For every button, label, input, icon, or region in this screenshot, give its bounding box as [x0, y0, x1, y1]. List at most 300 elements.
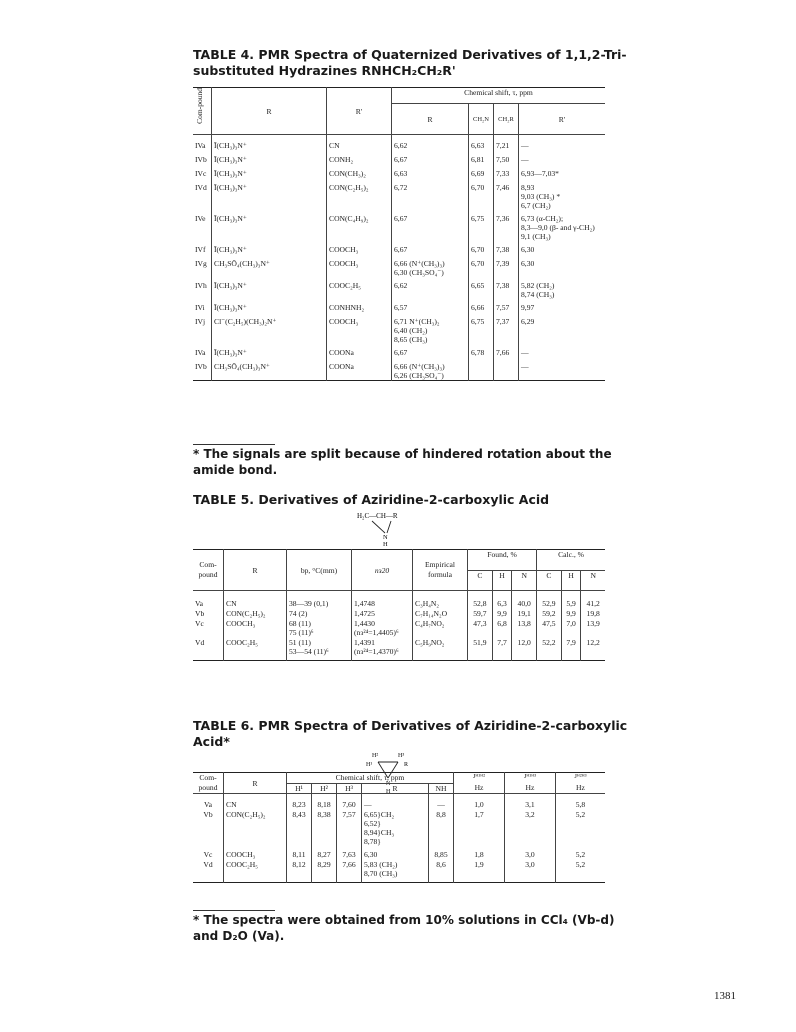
- page-number: 1381: [714, 990, 736, 1002]
- t4-cell-rp: COOC₂H₅: [327, 277, 392, 299]
- t4-cell-compound: IVf: [195, 245, 206, 254]
- t4-cell-rp: CON(CH₃)₂: [327, 165, 392, 179]
- t4-cell-ch2r: 7,50: [494, 151, 519, 165]
- t4-cell-shift-rp-line: 8,74 (CH₃): [521, 290, 555, 299]
- t4-cell-rp: COOCH₃: [327, 241, 392, 255]
- t4-cell-ch2r: 7,37: [494, 313, 519, 344]
- t4-col-compound: [193, 88, 212, 135]
- t5-cell-nd: [352, 608, 413, 618]
- table6-footnote-line2: and D₂O (Va).: [193, 929, 285, 943]
- t4-cell-shift-r: [392, 165, 469, 179]
- table6-caption-line1: TABLE 6. PMR Spectra of Derivatives of Aziridine-2-carboxylic: [193, 718, 628, 733]
- t6-cell-shift-r-line: 6,52}: [364, 819, 381, 828]
- t5-col-compound: Com-pound: [193, 550, 224, 591]
- t4-cell-shift-rp: [519, 179, 606, 210]
- t4-cell-ch2n: 6,75: [469, 210, 494, 241]
- t6-cell-shift-r: [362, 859, 429, 883]
- t4-cell-ch2n: 6,65: [469, 277, 494, 299]
- t4-cell-shift-r: [392, 151, 469, 165]
- t5-cell-fn: 13,8: [512, 618, 537, 637]
- t5-col-r: R: [224, 550, 287, 591]
- table6-caption-line2: Acid*: [193, 734, 230, 749]
- t4-cell-ch2r: 7,57: [494, 299, 519, 313]
- t4-cell-shift-rp-line: 8,93: [521, 183, 535, 192]
- t6-cell-h1: 8,11: [287, 846, 312, 859]
- t5-cell-ch: 9,9: [561, 608, 581, 618]
- t4-cell-shift-r: [392, 277, 469, 299]
- t4-body: [193, 135, 605, 381]
- t5-cell-fc: 59,7: [468, 608, 493, 618]
- t5-cell-compound: Va: [195, 599, 204, 608]
- t4-cell-shift-r-line: 6,66 (N⁺(CH₃)₃): [394, 259, 445, 268]
- t4-cell-rp: CN: [327, 135, 392, 152]
- t6-body: [193, 794, 605, 883]
- t4-cell-ch2n: 6,81: [469, 151, 494, 165]
- t6-cell-j13: 3,0: [504, 859, 555, 883]
- t6-cell-shift-r: [362, 846, 429, 859]
- t6-cell-compound: Vb: [203, 810, 213, 819]
- table-row: [193, 165, 605, 179]
- t4-cell-shift-rp: [519, 210, 606, 241]
- t5-cell-bp-line: 68 (11): [289, 619, 311, 628]
- t5-cell-nd-line: 1,4748: [354, 599, 375, 608]
- t5-struct-h: H: [383, 541, 388, 548]
- t6-struct-h2: H²: [372, 753, 379, 759]
- t4-cell-shift-rp-line: —: [521, 362, 529, 371]
- t5-cell-ch: 7,9: [561, 637, 581, 661]
- t4-cell-shift-rp-line: 5,82 (CH₂): [521, 281, 555, 290]
- t6-sub-h1: H¹: [287, 783, 312, 794]
- table-row: [193, 344, 605, 358]
- t6-cell-h1: 8,23: [287, 794, 312, 810]
- t4-cell-ch2n: 6,75: [469, 313, 494, 344]
- t4-col-r: R: [212, 88, 327, 135]
- t4-cell-shift-r: [392, 179, 469, 210]
- table4-caption-line1: TABLE 4. PMR Spectra of Quaternized Derivatives of 1,1,2-Tri-: [193, 47, 627, 62]
- t6-cell-h1: 8,12: [287, 859, 312, 883]
- t4-cell-compound: IVe: [195, 214, 206, 223]
- t4-cell-ch2n: 6,63: [469, 135, 494, 152]
- t4-cell-ch2r: 7,36: [494, 210, 519, 241]
- t5-cell-fn: 12,0: [512, 637, 537, 661]
- t4-cell-compound: IVg: [195, 259, 207, 268]
- t4-cell-shift-r-line: 6,67: [394, 245, 408, 254]
- t4-cell-shift-rp: [519, 313, 606, 344]
- t6-cell-j13: 3,1: [504, 794, 555, 810]
- t4-cell-ch2r: 7,46: [494, 179, 519, 210]
- table6-footnote-line1: * The spectra were obtained from 10% solutions in CCl₄ (Vb-d): [193, 913, 615, 927]
- t6-cell-j13: 3,0: [504, 846, 555, 859]
- t6-cell-j12: 1,7: [454, 809, 505, 846]
- t5-cell-fh: 7,7: [492, 637, 512, 661]
- table-row: [193, 210, 605, 241]
- table-row: [193, 313, 605, 344]
- t4-sub-ch2n: CH₂N: [469, 104, 494, 135]
- table-row: [193, 591, 605, 609]
- t5-calc-h: H: [561, 570, 581, 591]
- t4-cell-ch2n: 6,70: [469, 255, 494, 277]
- t4-col-chem-shift: Chemical shift, τ, ppm: [392, 88, 606, 104]
- t4-footnote-rule: [193, 444, 275, 445]
- t5-cell-r: COOCH₃: [224, 618, 287, 637]
- t4-cell-shift-r: [392, 358, 469, 381]
- t4-cell-ch2n: 6,70: [469, 179, 494, 210]
- t4-cell-r: Ī(CH₃)₃N⁺: [212, 179, 327, 210]
- t6-cell-h3: 7,66: [337, 859, 362, 883]
- t4-cell-shift-r-line: 6,62: [394, 141, 408, 150]
- t5-cell-fn: 40,0: [512, 591, 537, 609]
- t5-cell-fh: 6,8: [492, 618, 512, 637]
- t6-col-r: R: [224, 773, 287, 794]
- t6-cell-h3: 7,57: [337, 809, 362, 846]
- t6-hz-3: Hz: [555, 783, 605, 794]
- t6-footnote-rule: [193, 910, 275, 911]
- t5-cell-nd: [352, 591, 413, 609]
- t6-cell-compound: Vc: [203, 850, 213, 859]
- t4-cell-shift-r: [392, 210, 469, 241]
- table-row: [193, 846, 605, 859]
- t6-cell-j23: 5,2: [555, 859, 605, 883]
- t5-cell-bp: [287, 608, 352, 618]
- t6-cell-r: CN: [224, 794, 287, 810]
- t4-cell-shift-r-line: 6,62: [394, 281, 408, 290]
- t5-cell-cn: 41,2: [581, 591, 605, 609]
- t6-struct-h3: H³: [398, 753, 405, 759]
- t5-cell-r: COOC₂H₅: [224, 637, 287, 661]
- t5-cell-cn: 13,9: [581, 618, 605, 637]
- table4-caption-line2: substituted Hydrazines RNHCH₂CH₂R': [193, 63, 456, 78]
- t5-col-nd: nᴈ20: [352, 550, 413, 591]
- t6-cell-shift-r-line: 6,30: [364, 850, 378, 859]
- t4-cell-ch2n: 6,78: [469, 344, 494, 358]
- t5-cell-ch: 5,9: [561, 591, 581, 609]
- t5-cell-cc: 52,9: [537, 591, 562, 609]
- t6-cell-h3: 7,63: [337, 846, 362, 859]
- t4-cell-shift-rp-line: 8,3—9,0 (β- and γ-CH₂): [521, 223, 595, 232]
- t6-cell-r: COOCH₃: [224, 846, 287, 859]
- t4-cell-ch2r: 7,38: [494, 277, 519, 299]
- table5: [193, 549, 605, 661]
- t6-col-j23: Jᴴ²ᴴ³: [555, 773, 605, 784]
- t5-cell-cn: 19,8: [581, 608, 605, 618]
- table-row: [193, 299, 605, 313]
- t4-cell-compound: IVa: [195, 141, 206, 150]
- t5-cell-fn: 19,1: [512, 608, 537, 618]
- t4-cell-shift-r-line: 6,67: [394, 214, 408, 223]
- t5-found-h: H: [492, 570, 512, 591]
- t6-struct-h: H: [386, 789, 391, 795]
- t4-cell-r: Ī(CH₃)₃N⁺: [212, 299, 327, 313]
- t4-cell-rp: COONa: [327, 358, 392, 381]
- t4-cell-r: Cl⁻(C₂H₅)(CH₃)₂N⁺: [212, 313, 327, 344]
- t6-cell-j13: 3,2: [504, 809, 555, 846]
- t4-cell-ch2n: [469, 358, 494, 381]
- table-row: [193, 241, 605, 255]
- t6-cell-h1: 8,43: [287, 809, 312, 846]
- table-row: [193, 358, 605, 381]
- t6-cell-j23: 5,2: [555, 809, 605, 846]
- t4-cell-shift-rp: [519, 151, 606, 165]
- table-row: [193, 618, 605, 637]
- t6-struct-h1: H¹: [366, 762, 373, 768]
- t5-calc-c: C: [537, 570, 562, 591]
- table-row: [193, 859, 605, 883]
- t4-cell-shift-rp-line: 9,03 (CH₃) *: [521, 192, 561, 201]
- t4-cell-shift-r-line: 6,30 (CH₃SO₄⁻): [394, 268, 444, 277]
- t4-cell-r: Ī(CH₃)₃N⁺: [212, 277, 327, 299]
- t4-cell-shift-r-line: 6,67: [394, 155, 408, 164]
- t4-cell-compound: IVc: [195, 169, 207, 178]
- t5-cell-formula: C₄H₇NO₂: [413, 618, 468, 637]
- t5-cell-formula: C₃H₄N₂: [413, 591, 468, 609]
- t6-cell-shift-r-line: 5,83 (CH₂): [364, 860, 398, 869]
- t6-cell-r: CON(C₂H₅)₂: [224, 809, 287, 846]
- t4-cell-ch2n: 6,69: [469, 165, 494, 179]
- t5-struct-top: H₂C—CH—R: [357, 512, 398, 520]
- t6-struct-n: N: [386, 781, 391, 787]
- t6-cell-shift-r: [362, 809, 429, 846]
- t6-cell-j12: 1,9: [454, 859, 505, 883]
- t4-cell-shift-r-line: 6,40 (CH₂): [394, 326, 428, 335]
- t6-cell-shift-r-line: —: [364, 800, 372, 809]
- table6-caption: [193, 718, 627, 750]
- t5-cell-cc: 52,2: [537, 637, 562, 661]
- t4-cell-ch2r: [494, 358, 519, 381]
- t4-cell-shift-rp: [519, 344, 606, 358]
- t4-cell-shift-rp-line: —: [521, 155, 529, 164]
- t4-cell-shift-r-line: 6,67: [394, 348, 408, 357]
- t4-cell-shift-rp-line: 6,73 (α-CH₂);: [521, 214, 564, 223]
- t4-cell-compound: IVa: [195, 348, 206, 357]
- t6-cell-shift-r-line: 8,78}: [364, 837, 381, 846]
- t4-cell-shift-r-line: 6,63: [394, 169, 408, 178]
- t4-cell-compound: IVb: [195, 362, 207, 371]
- t5-cell-ch: 7,0: [561, 618, 581, 637]
- table-row: [193, 135, 605, 152]
- t6-col-compound: Com-pound: [193, 773, 224, 794]
- t6-sub-nh: NH: [429, 783, 454, 794]
- t6-sub-h2: H²: [312, 783, 337, 794]
- t4-cell-shift-r: [392, 313, 469, 344]
- t4-cell-ch2n: 6,70: [469, 241, 494, 255]
- t5-cell-cn: 12,2: [581, 637, 605, 661]
- t4-cell-shift-rp: [519, 358, 606, 381]
- t6-hz-2: Hz: [504, 783, 555, 794]
- t6-cell-shift-r-line: 6,65}CH₂: [364, 810, 395, 819]
- t4-cell-shift-rp-line: 6,30: [521, 259, 535, 268]
- t5-cell-bp: [287, 591, 352, 609]
- t4-cell-r: CH₃SŌ₄(CH₃)₃N⁺: [212, 358, 327, 381]
- t6-cell-j12: 1,8: [454, 846, 505, 859]
- t4-cell-shift-r: [392, 255, 469, 277]
- t4-cell-shift-rp: [519, 165, 606, 179]
- t4-cell-r: Ī(CH₃)₃N⁺: [212, 344, 327, 358]
- t6-cell-r: COOC₂H₅: [224, 859, 287, 883]
- t4-cell-rp: CON(C₄H₉)₂: [327, 210, 392, 241]
- t6-cell-j23: 5,8: [555, 794, 605, 810]
- t4-sub-ch2r: CH₂R: [494, 104, 519, 135]
- t5-cell-fh: 9,9: [492, 608, 512, 618]
- t4-cell-r: Ī(CH₃)₃N⁺: [212, 165, 327, 179]
- aziridine-structure-t5: [355, 508, 445, 548]
- t5-col-formula: Empirical formula: [413, 550, 468, 591]
- t5-cell-compound: Vb: [195, 609, 205, 618]
- t6-struct-r: R: [404, 762, 409, 768]
- t4-cell-rp: CONHNH₂: [327, 299, 392, 313]
- t4-cell-shift-rp-line: 6,7 (CH₂): [521, 201, 551, 210]
- t5-found-n: N: [512, 570, 537, 591]
- t5-cell-compound: Vd: [195, 638, 205, 647]
- t4-cell-shift-r: [392, 299, 469, 313]
- t5-cell-cc: 59,2: [537, 608, 562, 618]
- t6-cell-nh: 8,6: [429, 859, 454, 883]
- t4-cell-shift-r-line: 6,71 N⁺(CH₃)₂: [394, 317, 440, 326]
- t5-cell-bp-line: 74 (2): [289, 609, 308, 618]
- table4-caption: [193, 47, 627, 79]
- t4-cell-compound: IVj: [195, 317, 206, 326]
- t6-sub-h3: H³: [337, 783, 362, 794]
- t4-cell-r: Ī(CH₃)₃N⁺: [212, 151, 327, 165]
- t5-cell-nd-line: 1,4391: [354, 638, 375, 647]
- t4-cell-rp: COONa: [327, 344, 392, 358]
- t4-cell-ch2r: 7,66: [494, 344, 519, 358]
- t4-cell-rp: COOCH₃: [327, 313, 392, 344]
- t5-cell-bp-line: 75 (11)⁶: [289, 628, 314, 637]
- t4-cell-shift-r-line: 6,57: [394, 303, 408, 312]
- t4-cell-shift-r-line: 8,65 (CH₃): [394, 335, 428, 344]
- table5-caption: TABLE 5. Derivatives of Aziridine-2-carboxylic Acid: [193, 492, 550, 507]
- t6-cell-compound: Vd: [203, 860, 213, 869]
- t4-cell-ch2r: 7,21: [494, 135, 519, 152]
- t4-cell-r: CH₃SŌ₄(CH₃)₃N⁺: [212, 255, 327, 277]
- t4-cell-shift-rp-line: —: [521, 348, 529, 357]
- t4-cell-ch2n: 6,66: [469, 299, 494, 313]
- t4-cell-shift-rp-line: 6,29: [521, 317, 535, 326]
- t5-col-calc: Calc., %: [537, 550, 605, 571]
- t4-cell-shift-r: [392, 135, 469, 152]
- t6-col-j13: Jᴴ¹ᴴ³: [504, 773, 555, 784]
- t4-cell-compound: IVi: [195, 303, 205, 312]
- t5-cell-nd: [352, 618, 413, 637]
- t6-cell-nh: —: [429, 794, 454, 810]
- t4-cell-shift-rp: [519, 255, 606, 277]
- t6-cell-h3: 7,60: [337, 794, 362, 810]
- t6-cell-compound: Va: [203, 800, 212, 809]
- t6-cell-h2: 8,18: [312, 794, 337, 810]
- t5-cell-r: CN: [224, 591, 287, 609]
- table-row: [193, 637, 605, 661]
- t5-cell-formula: C₇H₁₄N₂O: [413, 608, 468, 618]
- t4-cell-shift-r-line: 6,66 (N⁺(CH₃)₃): [394, 362, 445, 371]
- table4: [193, 87, 605, 381]
- t4-cell-shift-rp: [519, 241, 606, 255]
- t5-calc-n: N: [581, 570, 605, 591]
- table-row: [193, 794, 605, 810]
- t4-cell-ch2r: 7,39: [494, 255, 519, 277]
- t5-cell-bp-line: 38—39 (0,1): [289, 599, 329, 608]
- t6-cell-shift-r-line: 8,94}CH₃: [364, 828, 395, 837]
- t4-cell-compound: IVb: [195, 155, 207, 164]
- t4-cell-compound: IVd: [195, 183, 207, 192]
- t5-cell-r: CON(C₂H₅)₂: [224, 608, 287, 618]
- t6-cell-shift-r-line: 8,70 (CH₃): [364, 869, 398, 878]
- t4-cell-r: Ī(CH₃)₃N⁺: [212, 210, 327, 241]
- table-row: [193, 809, 605, 846]
- t4-cell-r: Ī(CH₃)₃N⁺: [212, 241, 327, 255]
- t4-cell-shift-rp-line: —: [521, 141, 529, 150]
- t4-compound-label: Com-pound: [195, 88, 204, 124]
- t5-cell-formula: C₅H₉NO₂: [413, 637, 468, 661]
- t4-cell-shift-rp-line: 9,1 (CH₃): [521, 232, 551, 241]
- t5-cell-bp: [287, 637, 352, 661]
- t6-cell-h2: 8,38: [312, 809, 337, 846]
- t5-cell-nd-line: (nᴈ²⁴=1,4370)⁶: [354, 647, 399, 656]
- table6: [193, 772, 605, 883]
- t4-cell-shift-rp: [519, 277, 606, 299]
- t5-cell-bp-line: 53—54 (11)⁶: [289, 647, 329, 656]
- t4-sub-r: R: [392, 104, 469, 135]
- t4-cell-rp: CONH₂: [327, 151, 392, 165]
- t4-cell-r: Ī(CH₃)₃N⁺: [212, 135, 327, 152]
- t4-sub-rp: R': [519, 104, 606, 135]
- t4-cell-shift-rp: [519, 299, 606, 313]
- t5-cell-bp: [287, 618, 352, 637]
- table-row: [193, 255, 605, 277]
- t5-body: [193, 591, 605, 661]
- t5-cell-fc: 52,8: [468, 591, 493, 609]
- t5-cell-nd: [352, 637, 413, 661]
- table-row: [193, 277, 605, 299]
- t5-cell-nd-line: 1,4430: [354, 619, 375, 628]
- t5-cell-fc: 51,9: [468, 637, 493, 661]
- t6-cell-h2: 8,27: [312, 846, 337, 859]
- t5-cell-fh: 6,3: [492, 591, 512, 609]
- t4-cell-shift-rp-line: 6,30: [521, 245, 535, 254]
- t4-col-rp: R': [327, 88, 392, 135]
- t6-cell-shift-r: [362, 794, 429, 810]
- table-row: [193, 608, 605, 618]
- t4-cell-shift-rp-line: 9,97: [521, 303, 535, 312]
- t4-cell-rp: COOCH₃: [327, 255, 392, 277]
- t5-col-found: Found, %: [468, 550, 537, 571]
- t6-cell-nh: 8,8: [429, 809, 454, 846]
- t4-cell-shift-rp-line: 6,93—7,03*: [521, 169, 559, 178]
- t4-cell-shift-r: [392, 344, 469, 358]
- t5-cell-nd-line: 1,4725: [354, 609, 375, 618]
- t4-cell-compound: IVh: [195, 281, 207, 290]
- t6-sub-r: R: [362, 783, 429, 794]
- t5-cell-fc: 47,3: [468, 618, 493, 637]
- t6-cell-h2: 8,29: [312, 859, 337, 883]
- t5-col-bp: bp, °C(mm): [287, 550, 352, 591]
- table-row: [193, 179, 605, 210]
- t4-cell-shift-r-line: 6,26 (CH₃SO₄⁻): [394, 371, 444, 380]
- t5-struct-n: N: [383, 534, 388, 541]
- t4-cell-shift-r: [392, 241, 469, 255]
- t5-cell-nd-line: (nᴈ²⁴=1,4405)⁶: [354, 628, 399, 637]
- table-row: [193, 151, 605, 165]
- t5-cell-bp-line: 51 (11): [289, 638, 311, 647]
- t6-cell-nh: 8,85: [429, 846, 454, 859]
- t5-cell-cc: 47,5: [537, 618, 562, 637]
- t4-cell-ch2r: 7,38: [494, 241, 519, 255]
- t6-col-j12: Jᴴ¹ᴴ²: [454, 773, 505, 784]
- t4-cell-shift-r-line: 6,72: [394, 183, 408, 192]
- t5-cell-compound: Vc: [195, 619, 204, 628]
- t4-cell-ch2r: 7,33: [494, 165, 519, 179]
- t6-hz-1: Hz: [454, 783, 505, 794]
- t6-cell-j12: 1,0: [454, 794, 505, 810]
